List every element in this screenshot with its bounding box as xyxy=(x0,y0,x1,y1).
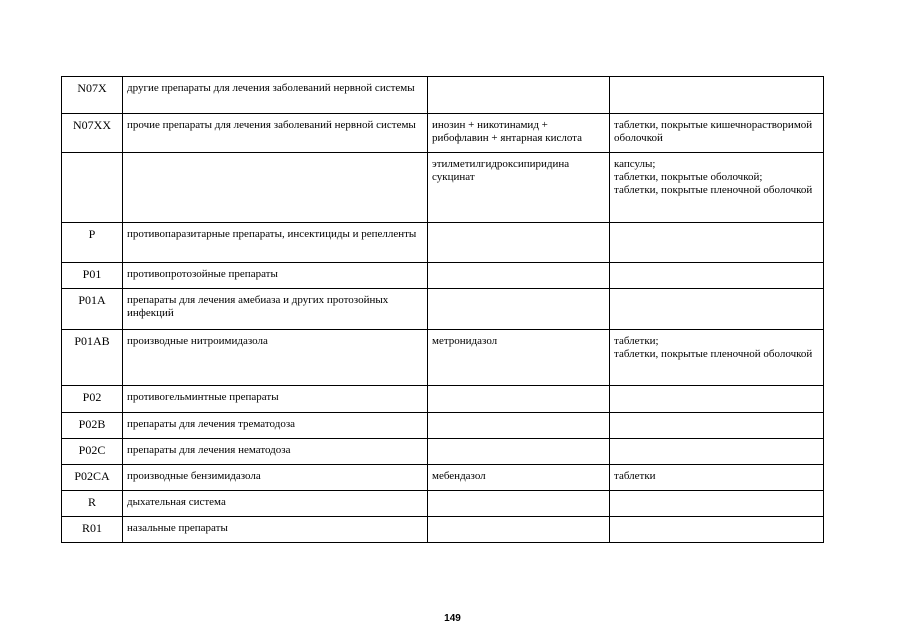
group-name-cell: дыхательная система xyxy=(123,491,428,517)
dosage-form-cell xyxy=(610,289,824,330)
table-row xyxy=(62,439,824,465)
drug-name-cell: этилметилгидроксипиридина сукцинат xyxy=(428,153,610,223)
drug-name-cell: инозин + никотинамид + рибофлавин + янтарная кислота xyxy=(428,114,610,153)
group-name-cell: противопаразитарные препараты, инсектициды и репелленты xyxy=(123,223,428,263)
group-name-cell: производные бензимидазола xyxy=(123,465,428,491)
page-number: 149 xyxy=(444,613,461,624)
atc-code-cell: N07X xyxy=(62,77,123,114)
dosage-form-cell: таблетки xyxy=(610,465,824,491)
group-name-cell: производные нитроимидазола xyxy=(123,330,428,386)
dosage-form-cell: таблетки; таблетки, покрытые пленочной оболочкой xyxy=(610,330,824,386)
atc-code-cell: P01AB xyxy=(62,330,123,386)
drug-name-cell xyxy=(428,386,610,413)
atc-code-cell: P02CA xyxy=(62,465,123,491)
dosage-form-cell: таблетки, покрытые кишечнорастворимой оболочкой xyxy=(610,114,824,153)
atc-code-cell: R01 xyxy=(62,517,123,543)
table-row xyxy=(62,465,824,491)
dosage-form-cell xyxy=(610,223,824,263)
table-row xyxy=(62,153,824,223)
drug-name-cell: метронидазол xyxy=(428,330,610,386)
group-name-cell: противопротозойные препараты xyxy=(123,263,428,289)
dosage-form-cell xyxy=(610,517,824,543)
group-name-cell: препараты для лечения амебиаза и других протозойных инфекций xyxy=(123,289,428,330)
atc-code-cell: R xyxy=(62,491,123,517)
drug-name-cell xyxy=(428,491,610,517)
table-row xyxy=(62,491,824,517)
table-row xyxy=(62,223,824,263)
group-name-cell xyxy=(123,153,428,223)
group-name-cell: противогельминтные препараты xyxy=(123,386,428,413)
drug-name-cell xyxy=(428,289,610,330)
drug-name-cell xyxy=(428,223,610,263)
group-name-cell: назальные препараты xyxy=(123,517,428,543)
group-name-cell: препараты для лечения нематодоза xyxy=(123,439,428,465)
dosage-form-cell xyxy=(610,491,824,517)
drug-name-cell xyxy=(428,77,610,114)
dosage-form-cell xyxy=(610,77,824,114)
atc-code-cell: P xyxy=(62,223,123,263)
dosage-form-cell xyxy=(610,413,824,439)
atc-code-cell: P02B xyxy=(62,413,123,439)
group-name-cell: другие препараты для лечения заболеваний нервной системы xyxy=(123,77,428,114)
table-row xyxy=(62,386,824,413)
dosage-form-cell xyxy=(610,386,824,413)
atc-code-cell: N07XX xyxy=(62,114,123,153)
drug-name-cell: мебендазол xyxy=(428,465,610,491)
group-name-cell: прочие препараты для лечения заболеваний нервной системы xyxy=(123,114,428,153)
table-row xyxy=(62,77,824,114)
atc-code-cell: P02 xyxy=(62,386,123,413)
table-row xyxy=(62,330,824,386)
table-row xyxy=(62,289,824,330)
drug-name-cell xyxy=(428,263,610,289)
drug-name-cell xyxy=(428,413,610,439)
table-row xyxy=(62,517,824,543)
table-row xyxy=(62,413,824,439)
atc-code-cell: P01 xyxy=(62,263,123,289)
dosage-form-cell xyxy=(610,263,824,289)
drug-name-cell xyxy=(428,439,610,465)
table-row xyxy=(62,114,824,153)
atc-code-cell xyxy=(62,153,123,223)
dosage-form-cell: капсулы; таблетки, покрытые оболочкой; таблетки, покрытые пленочной оболочкой xyxy=(610,153,824,223)
dosage-form-cell xyxy=(610,439,824,465)
table-row xyxy=(62,263,824,289)
group-name-cell: препараты для лечения трематодоза xyxy=(123,413,428,439)
drug-classification-table xyxy=(61,76,824,543)
atc-code-cell: P02C xyxy=(62,439,123,465)
drug-name-cell xyxy=(428,517,610,543)
atc-code-cell: P01A xyxy=(62,289,123,330)
